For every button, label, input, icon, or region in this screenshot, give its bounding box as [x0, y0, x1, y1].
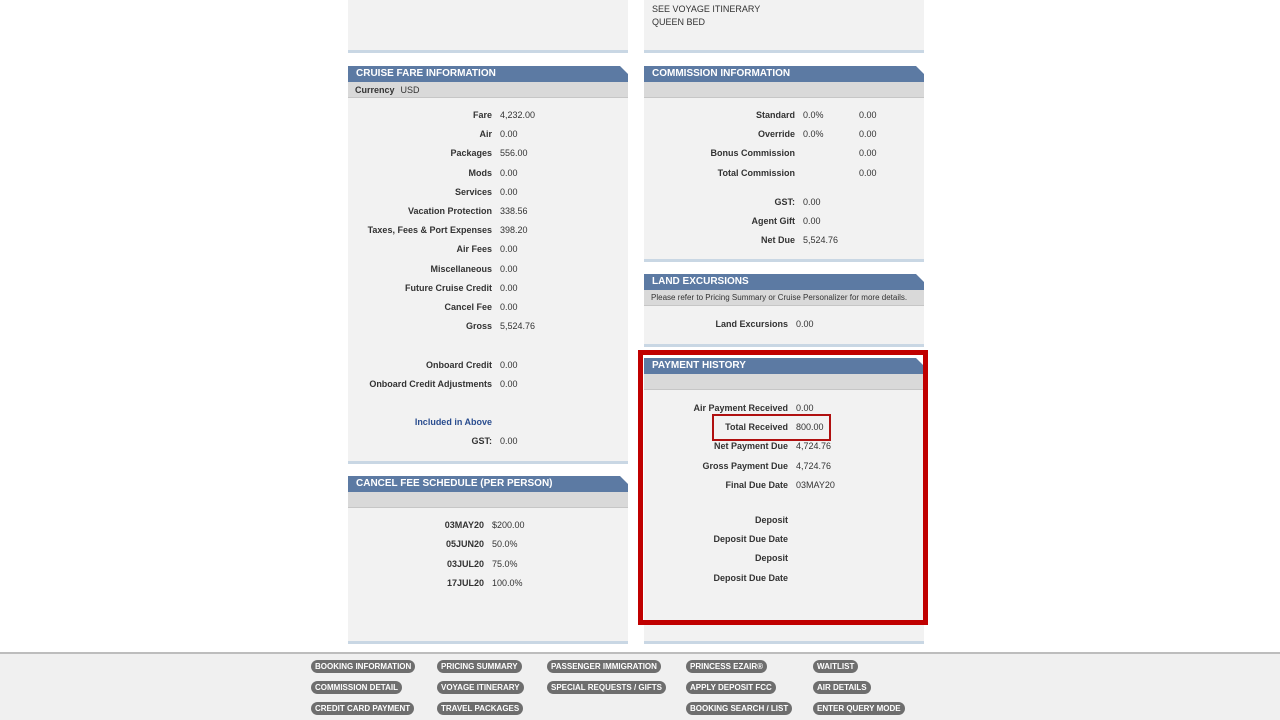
cancel-fee-value: 50.0%	[492, 539, 518, 550]
fare-value: 0.00	[500, 263, 518, 274]
fare-row-label	[348, 282, 492, 294]
commission-row-label	[644, 128, 795, 140]
bed-type: QUEEN BED	[652, 17, 706, 27]
currency-bar	[348, 82, 628, 98]
commission-value: 0.00	[859, 148, 877, 159]
fare-row-label	[348, 186, 492, 198]
fare-row-value	[500, 263, 600, 275]
commission-gst-value: 0.00	[803, 197, 821, 207]
commission-row-value	[859, 167, 919, 179]
included-in-above-label: Included in Above	[414, 417, 492, 427]
cancel-fee-subbar	[348, 492, 628, 508]
fare-label: Air	[479, 129, 492, 140]
fare-value: 0.00	[500, 244, 518, 255]
nav-princess-ezair-button[interactable]: PRINCESS EZAIR®	[686, 660, 767, 673]
fare-value: 5,524.76	[500, 321, 536, 332]
cancel-fee-value-row	[492, 519, 572, 531]
commission-row-pct	[803, 167, 853, 179]
commission-row-label	[644, 147, 795, 159]
onboard-credit-value: 0.00	[500, 360, 518, 370]
onboard-credit-row	[348, 359, 492, 371]
included-row	[348, 416, 492, 428]
land-excursions-note: Please refer to Pricing Summary or Cruise Personalizer for more details.	[644, 290, 924, 306]
nav-special-requests-gifts-button[interactable]: SPECIAL REQUESTS / GIFTS	[547, 681, 666, 694]
deposit-label: Deposit Due Date	[713, 572, 788, 583]
fare-label: Packages	[450, 148, 492, 159]
commission-label: Bonus Commission	[710, 148, 795, 159]
agent-gift-value-row	[803, 215, 883, 227]
fare-label: Mods	[468, 167, 492, 178]
panel-divider	[348, 461, 628, 464]
fare-label: Fare	[472, 110, 492, 120]
commission-value: 0.00	[859, 167, 877, 178]
fare-row-label	[348, 243, 492, 255]
net-due-row	[644, 234, 795, 246]
agent-gift-label: Agent Gift	[751, 216, 795, 226]
fare-value: 338.56	[500, 206, 528, 216]
commission-value: 0.00	[859, 110, 877, 120]
deposit-label: Deposit	[754, 515, 788, 525]
cancel-fee-date-row	[348, 558, 484, 570]
nav-passenger-immigration-button[interactable]: PASSENGER IMMIGRATION	[547, 660, 661, 673]
nav-travel-packages-button[interactable]: TRAVEL PACKAGES	[437, 702, 523, 715]
footer-nav	[0, 652, 1280, 720]
fare-label: Cancel Fee	[444, 302, 492, 312]
payment-label: Net Payment Due	[713, 441, 788, 452]
panel-divider	[348, 50, 628, 53]
fare-value: 0.00	[500, 129, 518, 140]
nav-booking-search-list-button[interactable]: BOOKING SEARCH / LIST	[686, 702, 792, 715]
onboard-adj-row	[348, 378, 492, 390]
fare-value: 556.00	[500, 148, 528, 159]
nav-commission-detail-button[interactable]: COMMISSION DETAIL	[311, 681, 402, 694]
commission-row-pct	[803, 147, 853, 159]
payment-value: 0.00	[796, 403, 814, 413]
cancel-fee-date-row	[348, 577, 484, 589]
fare-row-label	[348, 147, 492, 159]
fare-value: 4,232.00	[500, 110, 536, 120]
fare-row-value	[500, 128, 600, 140]
commission-subbar	[644, 82, 924, 98]
fare-label: Air Fees	[456, 244, 492, 255]
land-excursions-panel	[644, 274, 924, 347]
fare-row-label	[348, 224, 492, 236]
commission-row-pct	[803, 109, 853, 121]
fare-label: Future Cruise Credit	[404, 282, 492, 293]
nav-pricing-summary-button[interactable]: PRICING SUMMARY	[437, 660, 522, 673]
payment-value: 03MAY20	[796, 479, 835, 490]
commission-gst-value-row	[803, 196, 883, 208]
commission-label: Total Commission	[717, 167, 795, 178]
fare-label: Miscellaneous	[430, 263, 492, 274]
land-excursions-header: LAND EXCURSIONS	[644, 274, 924, 290]
left-top-panel	[348, 0, 628, 53]
payment-history-highlight	[638, 350, 928, 625]
commission-row-label	[644, 167, 795, 179]
total-received-highlight	[712, 414, 831, 441]
fare-row-value	[500, 205, 600, 217]
cancel-fee-value: 100.0%	[492, 577, 523, 588]
payment-label: Gross Payment Due	[702, 460, 788, 471]
cancel-fee-value-row	[492, 577, 572, 589]
fare-row-value	[500, 109, 600, 121]
commission-panel	[644, 66, 924, 262]
cancel-fee-date: 17JUL20	[446, 577, 484, 588]
commission-label: Standard	[755, 110, 795, 120]
land-excursions-value-row	[796, 318, 876, 330]
onboard-credit-label: Onboard Credit	[425, 360, 492, 370]
commission-row-value	[859, 128, 919, 140]
fare-value: 0.00	[500, 302, 518, 312]
right-top-panel	[644, 0, 924, 53]
commission-gst-row	[644, 196, 795, 208]
fare-gst-label: GST:	[471, 436, 492, 446]
panel-divider	[644, 259, 924, 262]
fare-row-value	[500, 320, 600, 332]
cancel-fee-date: 03JUL20	[446, 558, 484, 569]
fare-row-label	[348, 109, 492, 121]
cancel-fee-panel	[348, 476, 628, 644]
currency-label: Currency	[355, 85, 395, 95]
cancel-fee-value: $200.00	[492, 520, 525, 530]
nav-credit-card-payment-button[interactable]: CREDIT CARD PAYMENT	[311, 702, 414, 715]
currency-value: USD	[400, 85, 420, 95]
commission-label: Override	[757, 129, 795, 140]
fare-value: 0.00	[500, 282, 518, 293]
fare-gst-row	[348, 435, 492, 447]
commission-row-pct	[803, 128, 853, 140]
net-due-value-row	[803, 234, 883, 246]
commission-header: COMMISSION INFORMATION	[644, 66, 924, 82]
fare-row-value	[500, 147, 600, 159]
net-due-label: Net Due	[760, 235, 795, 245]
payment-value: 800.00	[796, 422, 824, 433]
nav-enter-query-mode-button[interactable]: ENTER QUERY MODE	[813, 702, 905, 715]
fare-row-label	[348, 301, 492, 313]
commission-row-value	[859, 109, 919, 121]
fare-row-value	[500, 186, 600, 198]
payment-history-header: PAYMENT HISTORY	[644, 358, 924, 374]
cancel-fee-value: 75.0%	[492, 558, 518, 569]
land-excursions-label: Land Excursions	[715, 319, 788, 329]
commission-gst-label: GST:	[774, 197, 795, 207]
nav-voyage-itinerary-button[interactable]: VOYAGE ITINERARY	[437, 681, 524, 694]
fare-row-label	[348, 205, 492, 217]
fare-row-value	[500, 224, 600, 236]
onboard-adj-label: Onboard Credit Adjustments	[369, 379, 492, 389]
payment-label: Air Payment Received	[693, 403, 788, 413]
cancel-fee-value-row	[492, 558, 572, 570]
fare-row-label	[348, 128, 492, 140]
agent-gift-value: 0.00	[803, 216, 821, 226]
nav-air-details-button[interactable]: AIR DETAILS	[813, 681, 871, 694]
agent-gift-row	[644, 215, 795, 227]
fare-row-value	[500, 282, 600, 294]
fare-row-label	[348, 320, 492, 332]
fare-label: Gross	[465, 321, 492, 332]
voyage-itinerary-note: SEE VOYAGE ITINERARY	[652, 4, 761, 14]
cancel-fee-date: 03MAY20	[444, 520, 484, 530]
cancel-fee-date-row	[348, 538, 484, 550]
fare-gst-value-row	[500, 435, 600, 447]
fare-label: Taxes, Fees & Port Expenses	[367, 225, 492, 236]
fare-row-label	[348, 167, 492, 179]
fare-row-value	[500, 167, 600, 179]
panel-divider	[644, 344, 924, 347]
cruise-fare-panel	[348, 66, 628, 464]
land-excursions-row	[644, 318, 788, 330]
commission-row-value	[859, 147, 919, 159]
commission-pct: 0.0%	[803, 129, 824, 140]
commission-row-label	[644, 109, 795, 121]
payment-value: 4,724.76	[796, 460, 832, 471]
net-due-value: 5,524.76	[803, 235, 839, 245]
cancel-fee-date: 05JUN20	[445, 539, 484, 550]
deposit-label: Deposit Due Date	[713, 534, 788, 545]
onboard-credit-value-row	[500, 359, 600, 371]
onboard-adj-value: 0.00	[500, 379, 518, 389]
cruise-fare-header: CRUISE FARE INFORMATION	[348, 66, 628, 82]
fare-gst-value: 0.00	[500, 436, 518, 446]
panel-divider	[644, 641, 924, 644]
deposit-label: Deposit	[754, 553, 788, 564]
fare-row-label	[348, 263, 492, 275]
fare-value: 398.20	[500, 225, 528, 236]
land-excursions-value: 0.00	[796, 319, 814, 329]
fare-value: 0.00	[500, 167, 518, 178]
cancel-fee-value-row	[492, 538, 572, 550]
panel-divider	[644, 50, 924, 53]
nav-waitlist-button[interactable]: WAITLIST	[813, 660, 858, 673]
payment-value: 4,724.76	[796, 441, 832, 452]
onboard-adj-value-row	[500, 378, 600, 390]
cancel-fee-header: CANCEL FEE SCHEDULE (PER PERSON)	[348, 476, 628, 492]
nav-apply-deposit-fcc-button[interactable]: APPLY DEPOSIT FCC	[686, 681, 776, 694]
payment-label: Total Received	[725, 422, 788, 433]
panel-divider	[348, 641, 628, 644]
commission-pct: 0.0%	[803, 110, 824, 120]
fare-label: Services	[454, 186, 492, 197]
fare-row-value	[500, 243, 600, 255]
nav-booking-information-button[interactable]: BOOKING INFORMATION	[311, 660, 415, 673]
fare-value: 0.00	[500, 186, 518, 197]
payment-label: Final Due Date	[725, 479, 788, 490]
cancel-fee-date-row	[348, 519, 484, 531]
fare-row-value	[500, 301, 600, 313]
fare-label: Vacation Protection	[407, 206, 492, 216]
commission-value: 0.00	[859, 129, 877, 140]
